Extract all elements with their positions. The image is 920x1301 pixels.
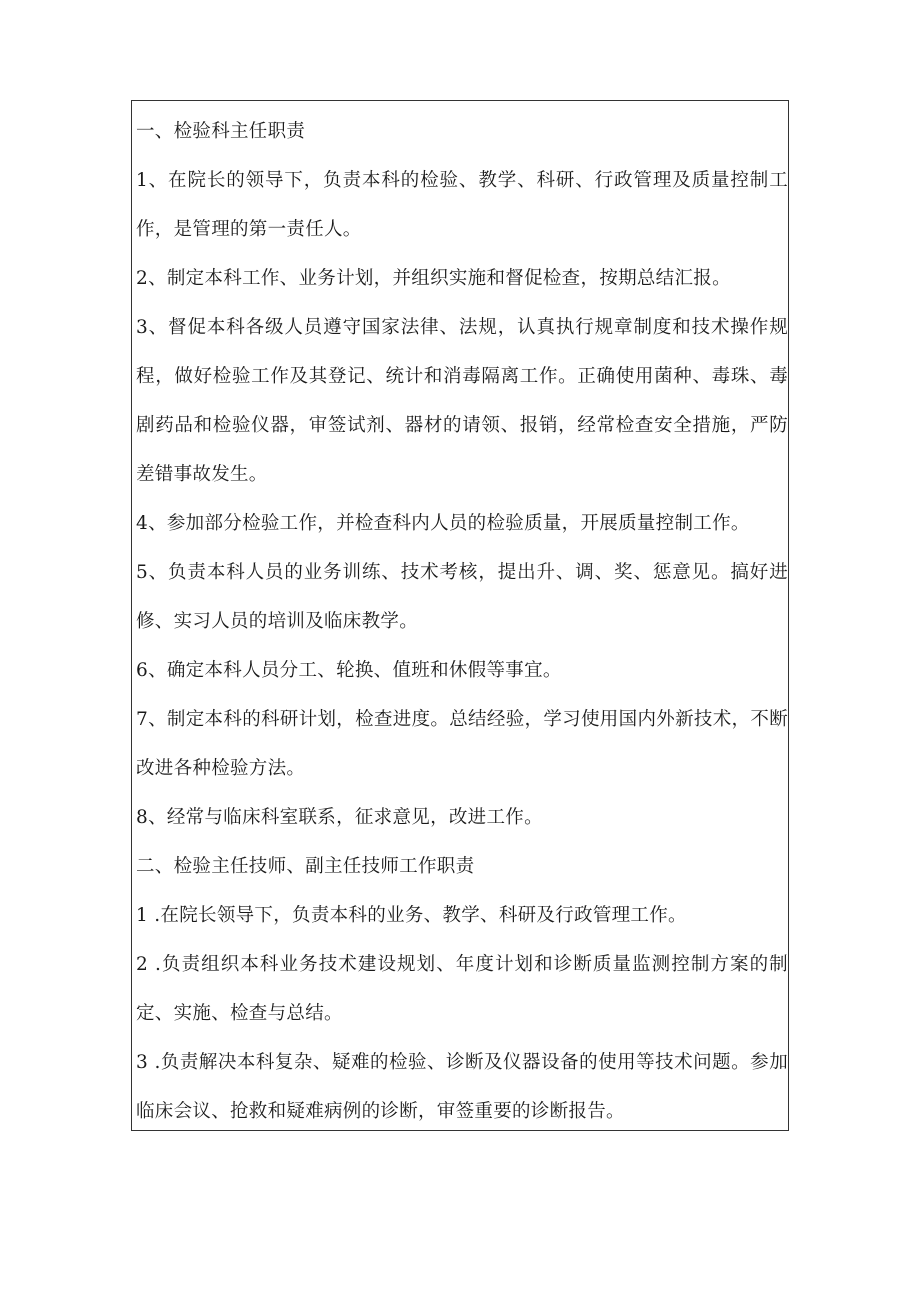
duty-item-1-5: 5、负责本科人员的业务训练、技术考核，提出升、调、奖、惩意见。搞好进修、实习人员的培训及临床教学。 [136,562,788,632]
duty-item-1-8: 8、经常与临床科室联系，征求意见，改进工作。 [136,807,543,828]
duty-item-2-2: 2 .负责组织本科业务技术建设规划、年度计划和诊断质量监测控制方案的制定、实施、检查与总结。 [136,954,788,1024]
duty-item-2-1: 1 .在院长领导下，负责本科的业务、教学、科研及行政管理工作。 [136,905,687,926]
duty-item-2-3: 3 .负责解决本科复杂、疑难的检验、诊断及仪器设备的使用等技术问题。参加临床会议、抢救和疑难病例的诊断，审签重要的诊断报告。 [136,1052,788,1122]
section-heading-2: 二、检验主任技师、副主任技师工作职责 [136,856,475,877]
section-heading-1: 一、检验科主任职责 [136,121,306,142]
duty-item-1-2: 2、制定本科工作、业务计划，并组织实施和督促检查，按期总结汇报。 [136,268,731,289]
duty-item-1-1: 1、在院长的领导下，负责本科的检验、教学、科研、行政管理及质量控制工作，是管理的第一责任人。 [136,170,788,240]
duty-item-1-7: 7、制定本科的科研计划，检查进度。总结经验，学习使用国内外新技术，不断改进各种检验方法。 [136,709,788,779]
duty-item-1-6: 6、确定本科人员分工、轮换、值班和休假等事宜。 [136,660,562,681]
duty-item-1-3: 3、督促本科各级人员遵守国家法律、法规，认真执行规章制度和技术操作规程，做好检验工作及其登记、统计和消毒隔离工作。正确使用菌种、毒珠、毒剧药品和检验仪器，审签试剂、器材的请领、报销，经常检查安全措施，严防差错事故发生。 [136,317,788,485]
duty-item-1-4: 4、参加部分检验工作，并检查科内人员的检验质量，开展质量控制工作。 [136,513,750,534]
document-frame [131,100,789,1131]
